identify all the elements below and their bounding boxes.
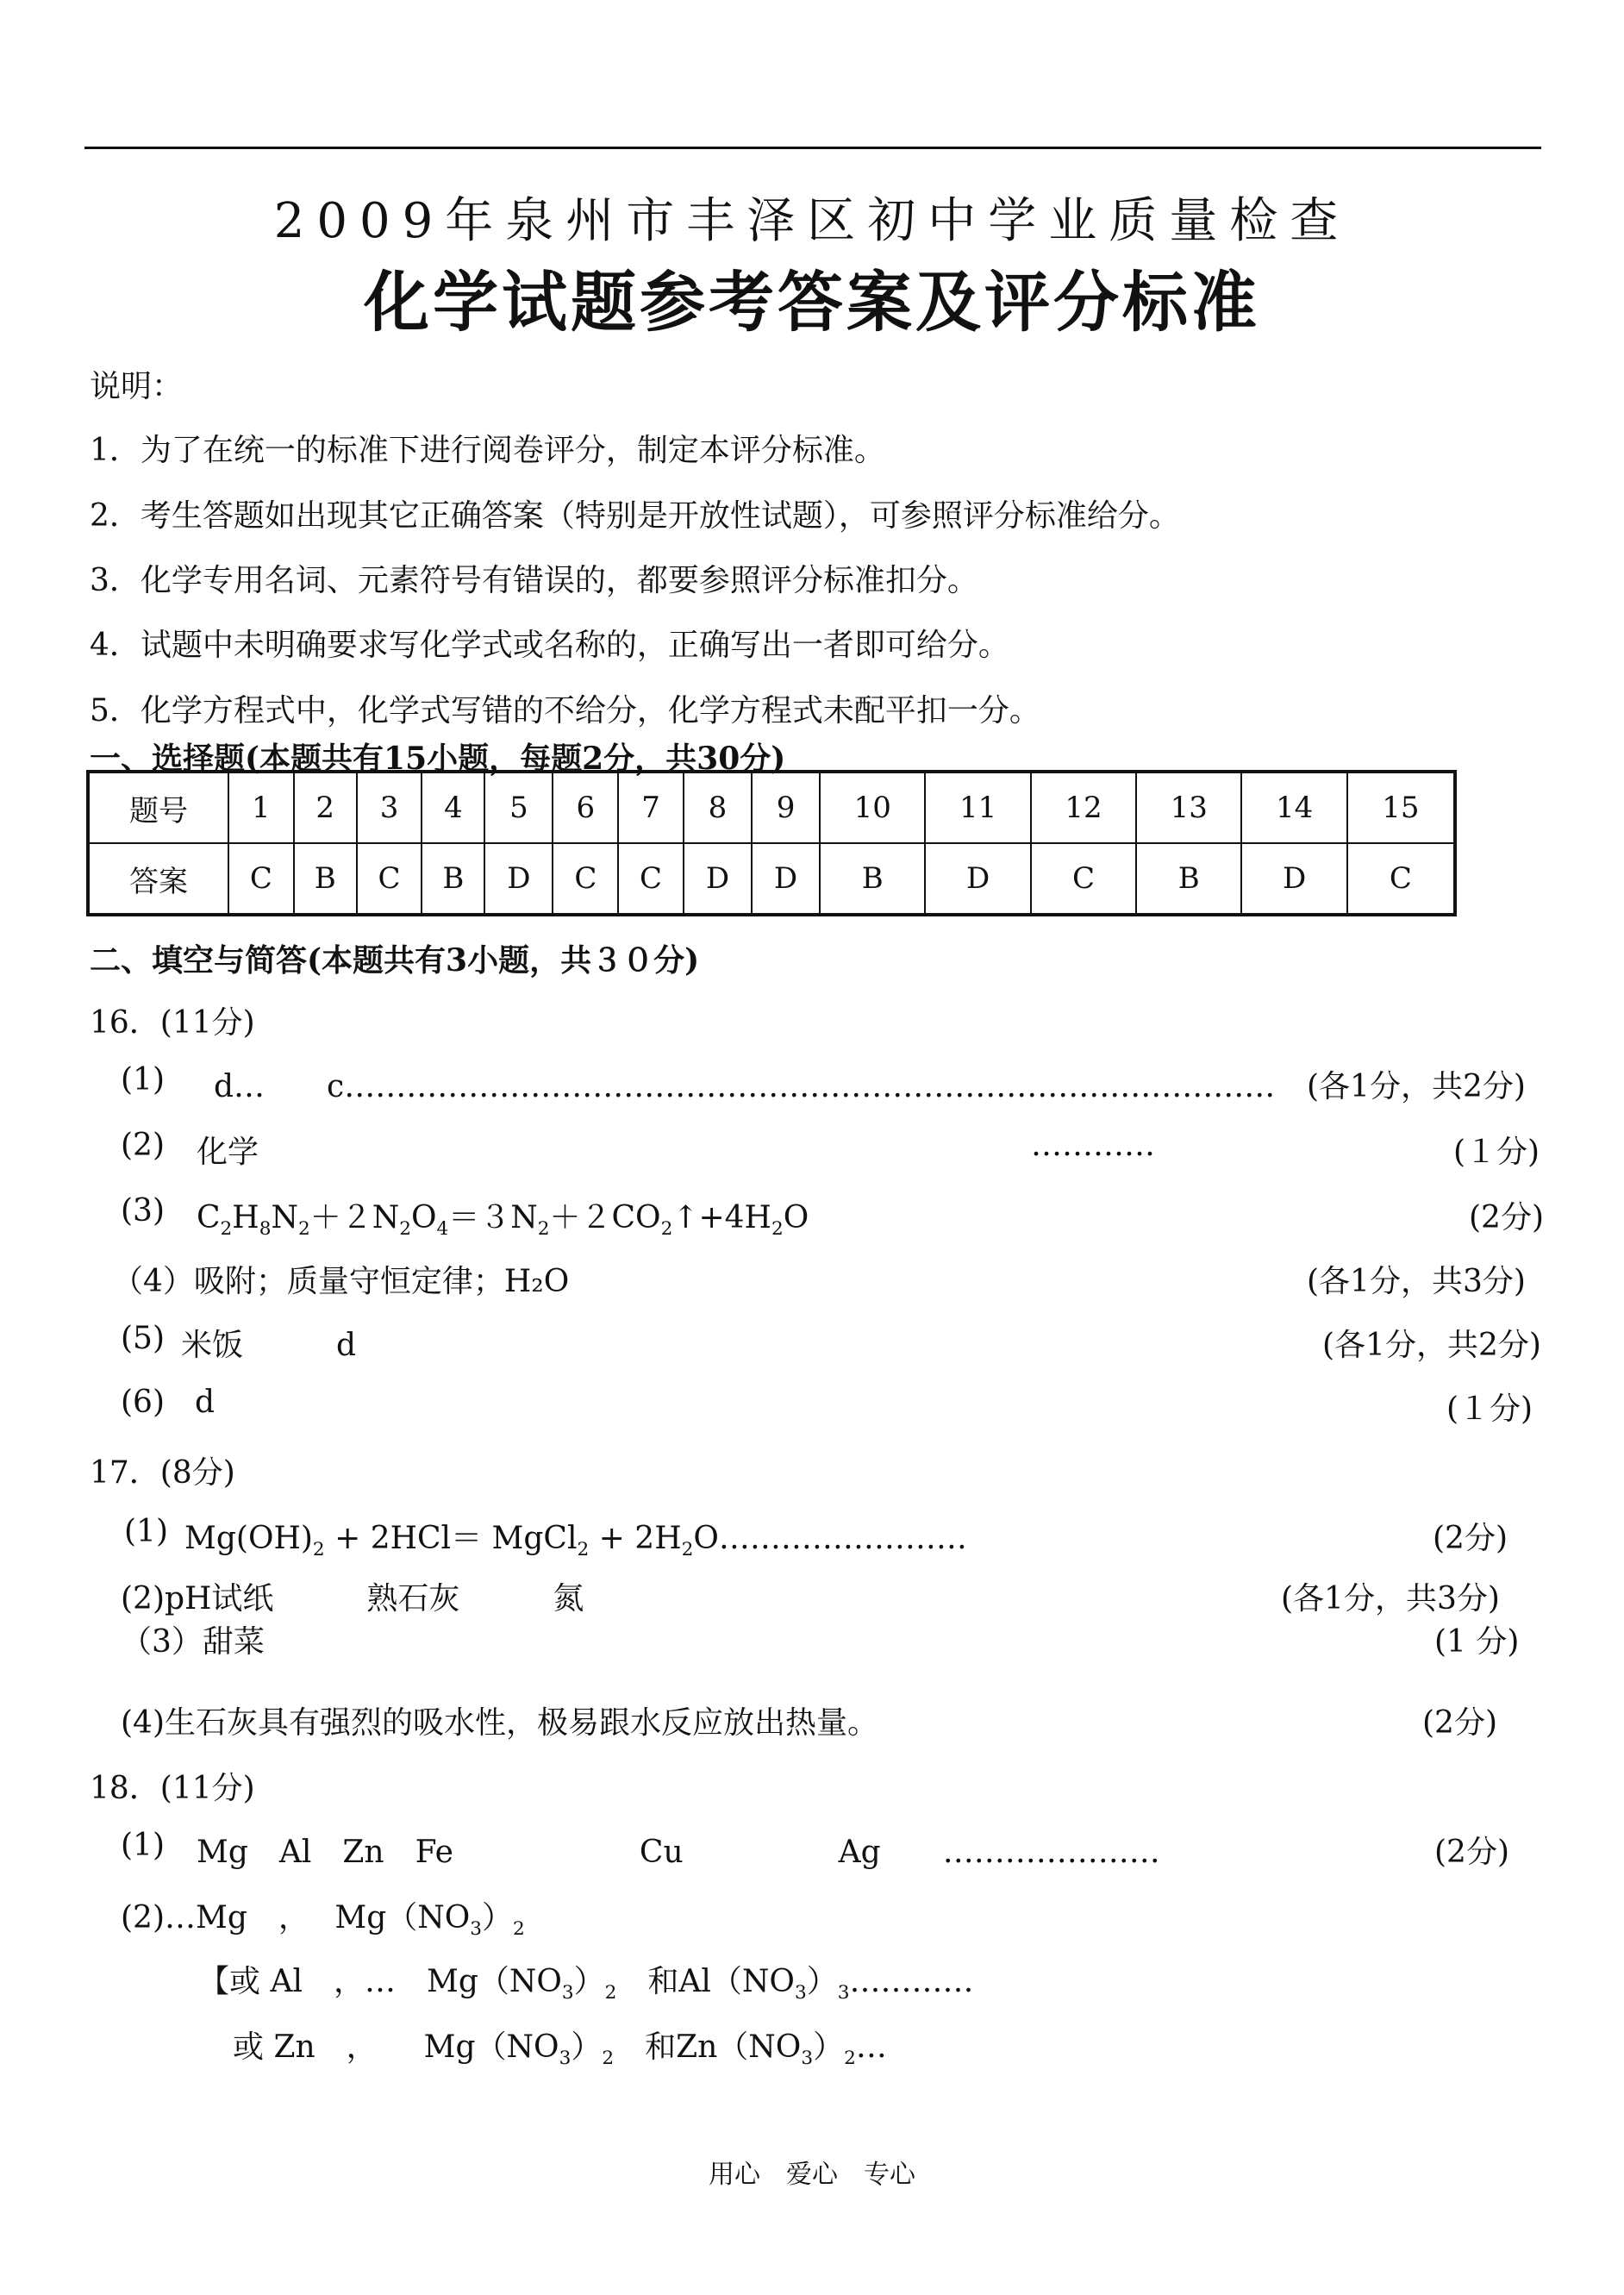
q18-part1-score: (2分) — [1434, 1835, 1509, 1870]
q17-part2-answer: (2)pH试纸 熟石灰 氮 — [121, 1581, 584, 1617]
q17-part1-equation: $Mg(OH)_2 + 2HCl=$ MgCl$_2$ + $2H_2O\dots\dots\dots\dots\dots\dots\dots\dots$ — [184, 1521, 967, 1561]
table-cell: 4 — [422, 772, 484, 843]
q17-label: 17．(8分) — [90, 1455, 235, 1491]
q18-part2-answer: (2)…Mg ， $Mg(NO_3)_2$ — [121, 1900, 525, 1941]
table-cell: 11 — [925, 772, 1030, 843]
q18-part2-alt1: 【或 Al ，… $Mg(NO_3)_2$ 和$Al(NO_3)_3\dots\dots\dots\dots$ — [198, 1964, 974, 2004]
row-header-answer: 答案 — [88, 843, 228, 915]
note-item-2: 2．考生答题如出现其它正确答案（特别是开放性试题），可参照评分标准给分。 — [90, 498, 1180, 534]
table-cell: D — [752, 843, 820, 915]
table-cell: C — [553, 843, 618, 915]
page-footer: 用心 爱心 专心 — [709, 2160, 915, 2190]
table-cell: 5 — [484, 772, 553, 843]
table-cell: C — [357, 843, 422, 915]
table-cell: B — [820, 843, 925, 915]
document-title: 化学试题参考答案及评分标准 — [364, 264, 1260, 341]
notes-heading: 说明： — [90, 369, 184, 404]
q18-label: 18．(11分) — [90, 1771, 255, 1806]
q18-part1-num: (1) — [121, 1828, 165, 1863]
note-item-4: 4．试题中未明确要求写化学式或名称的，正确写出一者即可给分。 — [90, 628, 1009, 663]
q17-part4-score: (2分) — [1422, 1705, 1497, 1741]
q16-part6-num: (6) — [121, 1385, 165, 1420]
section2-heading: 二、填空与简答(本题共有3小题，共３０分) — [90, 942, 700, 979]
q16-label: 16．(11分) — [90, 1005, 255, 1041]
table-cell: C — [1031, 843, 1136, 915]
table-cell: B — [294, 843, 357, 915]
q16-part2-score: (１分) — [1453, 1135, 1540, 1170]
table-cell: 9 — [752, 772, 820, 843]
table-cell: 14 — [1241, 772, 1346, 843]
note-item-3: 3．化学专用名词、元素符号有错误的，都要参照评分标准扣分。 — [90, 563, 978, 598]
q17-part1-num: (1) — [124, 1514, 168, 1549]
q16-part5-score: (各1分，共2分) — [1322, 1328, 1541, 1363]
table-cell: 15 — [1347, 772, 1455, 843]
table-cell: B — [1136, 843, 1241, 915]
q17-part4-answer: (4)生石灰具有强烈的吸水性，极易跟水反应放出热量。 — [121, 1705, 878, 1741]
table-cell: 8 — [684, 772, 752, 843]
q16-part6-answer: d — [195, 1385, 215, 1420]
note-item-5: 5．化学方程式中，化学式写错的不给分，化学方程式未配平扣一分。 — [90, 693, 1040, 729]
table-cell: D — [925, 843, 1030, 915]
q16-part3-score: (2分) — [1469, 1200, 1544, 1235]
section1-heading: 一、选择题(本题共有15小题，每题2分，共30分) — [90, 741, 786, 777]
q16-part2-num: (2) — [121, 1128, 165, 1163]
q16-part3-equation: $C_2H_8N_2+2N_2O_4=3N_2+2CO_2↑+4H_2O$ — [197, 1200, 809, 1241]
q16-part5-answer: 米饭 d — [181, 1328, 357, 1363]
q17-part3-score: (1 分) — [1434, 1624, 1520, 1660]
table-cell: C — [618, 843, 684, 915]
q16-part2-answer: 化学 — [197, 1135, 259, 1170]
table-cell: 13 — [1136, 772, 1241, 843]
table-cell: 7 — [618, 772, 684, 843]
q16-part4-answer: （4）吸附；质量守恒定律；H₂O — [112, 1264, 570, 1299]
q16-part1-answer: d… c……………………………………………………………………………… — [214, 1069, 1276, 1104]
q16-part1-score: (各1分，共2分) — [1307, 1069, 1526, 1104]
table-cell: C — [1347, 843, 1455, 915]
table-cell: 10 — [820, 772, 925, 843]
table-cell: 2 — [294, 772, 357, 843]
note-item-1: 1．为了在统一的标准下进行阅卷评分，制定本评分标准。 — [90, 433, 885, 468]
q16-part6-score: (１分) — [1446, 1391, 1533, 1427]
q17-part2-score: (各1分，共3分) — [1281, 1581, 1500, 1617]
table-cell: D — [684, 843, 752, 915]
table-cell: D — [1241, 843, 1346, 915]
q17-part3-answer: （3）甜菜 — [121, 1624, 265, 1660]
table-cell: 1 — [228, 772, 294, 843]
answer-table — [86, 770, 1457, 916]
top-rule — [84, 147, 1541, 149]
q16-part2-dots: ………… — [1031, 1128, 1155, 1163]
table-cell: D — [484, 843, 553, 915]
table-cell: 12 — [1031, 772, 1136, 843]
q16-part1-num: (1) — [121, 1062, 165, 1097]
table-cell: 6 — [553, 772, 618, 843]
exam-title: 2009年泉州市丰泽区初中学业质量检查 — [273, 193, 1351, 249]
q16-part4-score: (各1分，共3分) — [1307, 1264, 1526, 1299]
q16-part3-num: (3) — [121, 1193, 165, 1229]
q16-part5-num: (5) — [121, 1321, 165, 1356]
q17-part1-score: (2分) — [1433, 1521, 1508, 1556]
q18-part1-answer: Mg Al Zn Fe Cu Ag ………………… — [197, 1835, 1160, 1870]
table-cell: B — [422, 843, 484, 915]
table-cell: 3 — [357, 772, 422, 843]
table-row-answers — [88, 843, 1455, 915]
table-cell: C — [228, 843, 294, 915]
table-row-numbers — [88, 772, 1455, 843]
row-header-number: 题号 — [88, 772, 228, 843]
q18-part2-alt2: 或 Zn ， $Mg(NO_3)_2$ 和$Zn(NO_3)_2\dots$ — [233, 2029, 887, 2070]
